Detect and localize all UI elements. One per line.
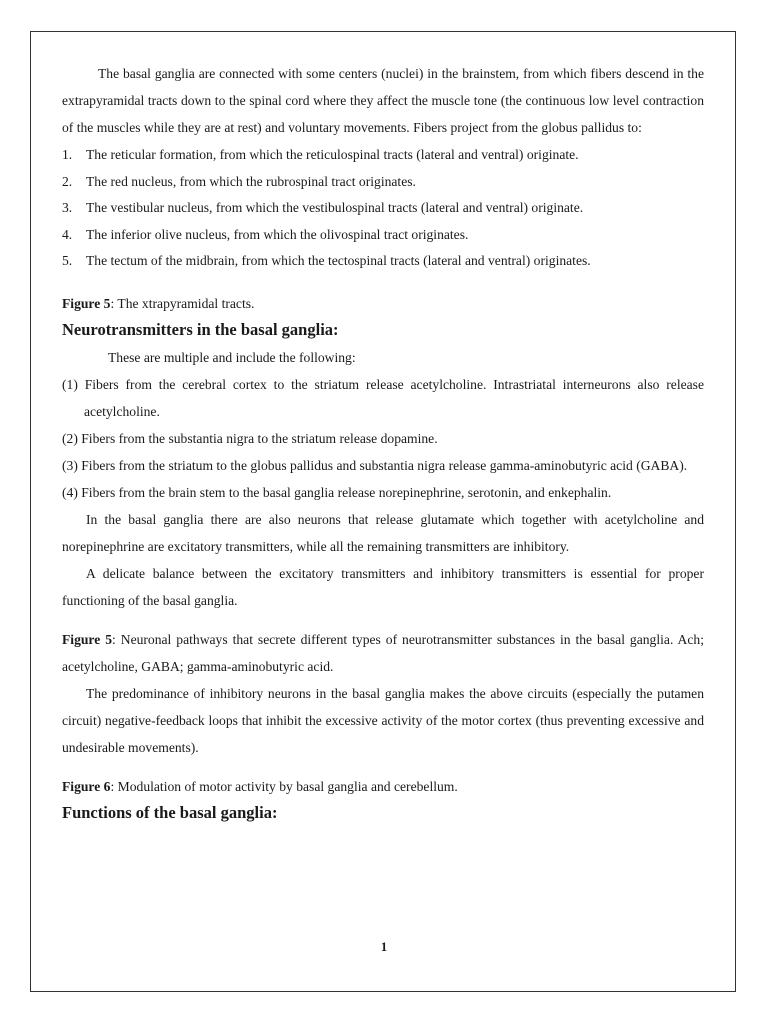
list-text: The tectum of the midbrain, from which the tectospinal tracts (lateral and ventral) originates. [86,253,591,269]
list-item [62,142,704,169]
list-item: (1) Fibers from the cerebral cortex to the striatum release acetylcholine. Intrastriatal interneurons also release acetylcholine. [62,376,704,419]
list-number: 3. [62,200,73,216]
projection-list [62,142,704,275]
list-item: (2) Fibers from the substantia nigra to the striatum release dopamine. [62,430,438,446]
list-item [62,195,704,222]
paragraph-inhibitory: The predominance of inhibitory neurons in the basal ganglia makes the above circuits (especially the putamen circuit) negative-feedback loops that inhibit the excessive activity of the motor cortex (thus preventing excessive and undesirable movements). [62,685,704,755]
list-item: (4) Fibers from the brain stem to the basal ganglia release norepinephrine, serotonin, and enkephalin. [62,484,612,500]
paragraph-balance: A delicate balance between the excitatory transmitters and inhibitory transmitters is essential for proper functioning of the basal ganglia. [62,565,704,608]
list-number: 2. [62,173,73,189]
figure-caption [62,773,704,800]
list-text: The vestibular nucleus, from which the vestibulospinal tracts (lateral and ventral) originate. [86,200,584,216]
list-text: The inferior olive nucleus, from which the olivospinal tract originates. [86,226,469,242]
list-number: 4. [62,226,73,242]
figure-caption-text: : Modulation of motor activity by basal ganglia and cerebellum. [110,778,458,794]
figure-label: Figure 6 [62,778,111,794]
paragraph-glutamate: In the basal ganglia there are also neurons that release glutamate which together with acetylcholine and norepinephrine are excitatory transmitters, while all the remaining transmitters are inhibitory. [62,511,704,554]
section-heading-neurotransmitters: Neurotransmitters in the basal ganglia: [62,319,339,339]
paragraph-extrapyramidal-connections: The basal ganglia are connected with some centers (nuclei) in the brainstem, from which fibers descend in the extrapyramidal tracts down to the spinal cord where they affect the muscle tone (the continuous low level contraction of the muscles while they are at rest) and voluntary movements. Fibers project from the globus pallidus to: [62,66,704,135]
section-heading-functions: Functions of the basal ganglia: [62,802,278,822]
figure-caption [62,290,704,317]
document-body [62,60,704,827]
figure-label: Figure 5 [62,295,111,311]
figure-caption [62,626,704,680]
figure-caption-text: : Neuronal pathways that secrete different types of neurotransmitter substances in the basal ganglia. Ach; acetylcholine, GABA; gamma-aminobutyric acid. [62,631,704,674]
list-item [62,169,704,196]
list-item [62,248,704,275]
list-text: The red nucleus, from which the rubrospinal tract originates. [86,173,416,189]
paragraph-intro: These are multiple and include the following: [108,349,356,365]
figure-caption-text: : The xtrapyramidal tracts. [110,295,255,311]
list-text: The reticular formation, from which the reticulospinal tracts (lateral and ventral) originate. [86,147,579,162]
list-number: 1. [62,147,73,162]
list-item: (3) Fibers from the striatum to the globus pallidus and substantia nigra release gamma-aminobutyric acid (GABA). [62,457,688,473]
list-number: 5. [62,253,73,269]
page-number: 1 [380,940,388,954]
transmitter-list [62,371,704,506]
figure-label: Figure 5 [62,631,113,647]
list-item [62,222,704,249]
